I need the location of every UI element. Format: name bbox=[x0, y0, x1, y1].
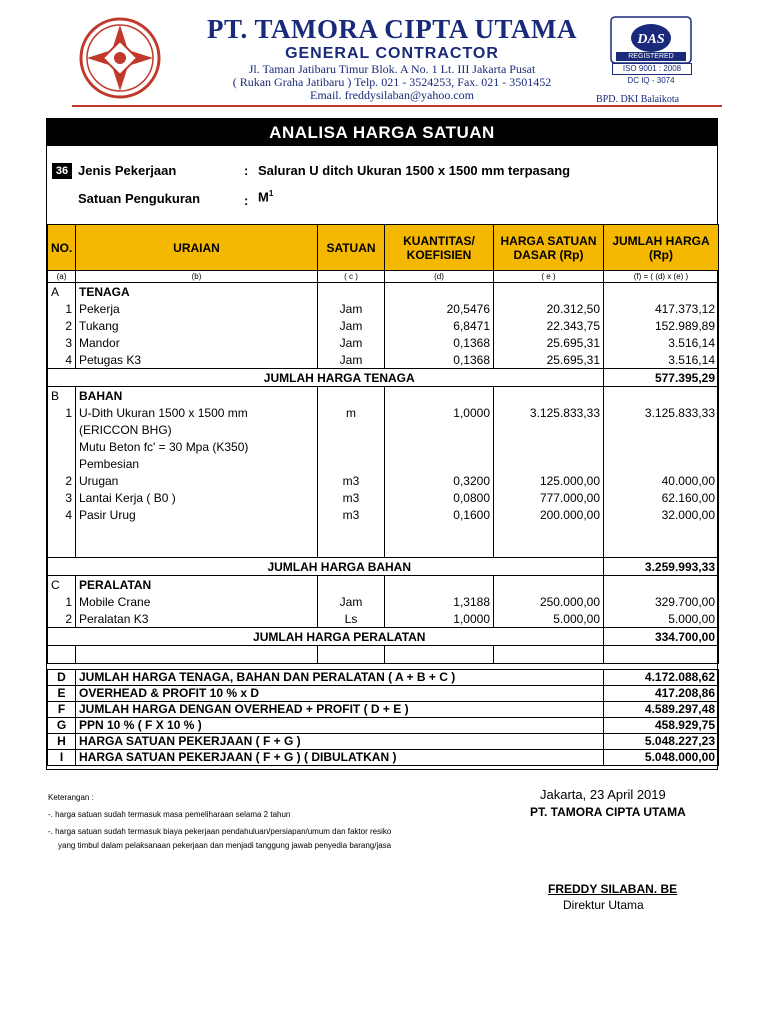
subheader-b: (b) bbox=[76, 271, 318, 283]
summary-label: HARGA SATUAN PEKERJAAN ( F + G ) bbox=[76, 734, 604, 750]
spacer-row bbox=[48, 540, 719, 558]
summary-row-e bbox=[48, 686, 719, 702]
row-harga: 3.125.833,33 bbox=[494, 404, 604, 421]
summary-label: JUMLAH HARGA DENGAN OVERHEAD + PROFIT ( D + E ) bbox=[76, 702, 604, 718]
summary-label: PPN 10 % ( F X 10 % ) bbox=[76, 718, 604, 734]
total-peralatan-row bbox=[48, 628, 719, 646]
row-kuantitas: 0,1368 bbox=[385, 351, 494, 369]
header-uraian: URAIAN bbox=[76, 225, 318, 271]
total-value: 3.259.993,33 bbox=[604, 558, 719, 576]
summary-code: F bbox=[48, 702, 76, 718]
row-kuantitas: 1,0000 bbox=[385, 404, 494, 421]
row-jumlah: 152.989,89 bbox=[604, 317, 719, 334]
section-title: TENAGA bbox=[76, 283, 318, 301]
row-harga: 125.000,00 bbox=[494, 472, 604, 489]
row-uraian: U-Dith Ukuran 1500 x 1500 mm bbox=[76, 404, 318, 421]
section-code: A bbox=[48, 283, 76, 301]
total-value: 577.395,29 bbox=[604, 369, 719, 387]
row-harga: 5.000,00 bbox=[494, 610, 604, 628]
row-satuan: Ls bbox=[318, 610, 385, 628]
summary-value: 4.589.297,48 bbox=[604, 702, 719, 718]
table-header bbox=[48, 225, 719, 271]
document-title: ANALISA HARGA SATUAN bbox=[47, 119, 717, 146]
summary-code: G bbox=[48, 718, 76, 734]
row-uraian: Lantai Kerja ( B0 ) bbox=[76, 489, 318, 506]
row-uraian-cont: Pembesian bbox=[76, 455, 318, 472]
notes-line-2: -. harga satuan sudah termasuk biaya pekerjaan pendahuluan/persiapan/umum dan faktor resiko bbox=[48, 827, 392, 836]
subheader-e: ( e ) bbox=[494, 271, 604, 283]
row-satuan: m3 bbox=[318, 472, 385, 489]
row-satuan: Jam bbox=[318, 317, 385, 334]
row-jumlah: 329.700,00 bbox=[604, 593, 719, 610]
spacer-row bbox=[48, 646, 719, 664]
iso-das-text: DAS bbox=[637, 32, 665, 47]
satuan-superscript: 1 bbox=[268, 189, 274, 198]
section-tenaga bbox=[48, 283, 719, 301]
header-no: NO. bbox=[48, 225, 76, 271]
total-tenaga-row bbox=[48, 369, 719, 387]
signature-place-date: Jakarta, 23 April 2019 bbox=[540, 787, 666, 802]
row-no: 1 bbox=[48, 593, 76, 610]
row-satuan: Jam bbox=[318, 334, 385, 351]
total-label: JUMLAH HARGA BAHAN bbox=[76, 558, 604, 576]
company-subtitle: GENERAL CONTRACTOR bbox=[285, 45, 499, 62]
notes-title: Keterangan : bbox=[48, 793, 94, 802]
subheader-d: (d) bbox=[385, 271, 494, 283]
email-line: Email. freddysilaban@yahoo.com bbox=[309, 88, 474, 102]
summary-row-f bbox=[48, 702, 719, 718]
row-uraian: Pasir Urug bbox=[76, 506, 318, 523]
row-no: 2 bbox=[48, 610, 76, 628]
row-jumlah: 417.373,12 bbox=[604, 300, 719, 317]
row-satuan: m3 bbox=[318, 506, 385, 523]
row-satuan: Jam bbox=[318, 593, 385, 610]
row-harga: 25.695,31 bbox=[494, 351, 604, 369]
summary-row-h bbox=[48, 734, 719, 750]
summary-row-g bbox=[48, 718, 719, 734]
address-line-2: ( Rukan Graha Jatibaru ) Telp. 021 - 3524253, Fax. 021 - 3501452 bbox=[232, 75, 552, 89]
row-no: 4 bbox=[48, 506, 76, 523]
satuan-colon: : bbox=[244, 193, 249, 208]
total-bahan-row bbox=[48, 558, 719, 576]
summary-label: JUMLAH HARGA TENAGA, BAHAN DAN PERALATAN ( A + B + C ) bbox=[76, 670, 604, 686]
signature-company: PT. TAMORA CIPTA UTAMA bbox=[530, 805, 686, 819]
company-address bbox=[182, 63, 602, 102]
summary-value: 417.208,86 bbox=[604, 686, 719, 702]
row-no: 1 bbox=[48, 300, 76, 317]
row-kuantitas: 6,8471 bbox=[385, 317, 494, 334]
summary-row-d bbox=[48, 670, 719, 686]
row-uraian-cont: (ERICCON BHG) bbox=[76, 421, 318, 438]
row-uraian: Pekerja bbox=[76, 300, 318, 317]
row-harga: 200.000,00 bbox=[494, 506, 604, 523]
spacer-row bbox=[48, 523, 719, 540]
company-logo-icon bbox=[78, 16, 162, 100]
table-row bbox=[48, 455, 719, 472]
table-row bbox=[48, 421, 719, 438]
row-uraian: Mandor bbox=[76, 334, 318, 351]
notes-line-1: -. harga satuan sudah termasuk masa pemeliharaan selama 2 tahun bbox=[48, 810, 291, 819]
signature-name: FREDDY SILABAN. BE bbox=[548, 882, 678, 896]
row-kuantitas: 1,3188 bbox=[385, 593, 494, 610]
row-harga: 22.343,75 bbox=[494, 317, 604, 334]
section-peralatan bbox=[48, 576, 719, 594]
total-value: 334.700,00 bbox=[604, 628, 719, 646]
company-name: PT. TAMORA CIPTA UTAMA bbox=[206, 14, 577, 44]
row-no: 3 bbox=[48, 489, 76, 506]
table-row bbox=[48, 317, 719, 334]
summary-row-i bbox=[48, 750, 719, 766]
jenis-value: Saluran U ditch Ukuran 1500 x 1500 mm terpasang bbox=[258, 163, 571, 178]
satuan-label: Satuan Pengukuran bbox=[78, 191, 201, 206]
row-uraian: Tukang bbox=[76, 317, 318, 334]
row-kuantitas: 1,0000 bbox=[385, 610, 494, 628]
row-jumlah: 3.516,14 bbox=[604, 351, 719, 369]
row-uraian: Urugan bbox=[76, 472, 318, 489]
row-kuantitas: 0,0800 bbox=[385, 489, 494, 506]
table-row bbox=[48, 610, 719, 628]
row-jumlah: 3.125.833,33 bbox=[604, 404, 719, 421]
table-row bbox=[48, 506, 719, 523]
summary-label: OVERHEAD & PROFIT 10 % x D bbox=[76, 686, 604, 702]
address-line-1: Jl. Taman Jatibaru Timur Blok. A No. 1 Lt. III Jakarta Pusat bbox=[248, 62, 536, 76]
subheader-c: ( c ) bbox=[318, 271, 385, 283]
satuan-value bbox=[258, 189, 273, 204]
row-jumlah: 62.160,00 bbox=[604, 489, 719, 506]
letterhead-rule bbox=[72, 105, 722, 107]
subheader-f: (f) = ( (d) x (e) ) bbox=[604, 271, 719, 283]
row-satuan: m3 bbox=[318, 489, 385, 506]
jenis-colon: : bbox=[244, 163, 249, 178]
jenis-label: Jenis Pekerjaan bbox=[78, 163, 177, 178]
total-label: JUMLAH HARGA PERALATAN bbox=[76, 628, 604, 646]
row-uraian: Petugas K3 bbox=[76, 351, 318, 369]
item-number: 36 bbox=[52, 163, 72, 179]
header-harga: HARGA SATUAN DASAR (Rp) bbox=[494, 225, 604, 271]
summary-value: 5.048.227,23 bbox=[604, 734, 719, 750]
row-jumlah: 32.000,00 bbox=[604, 506, 719, 523]
row-kuantitas: 20,5476 bbox=[385, 300, 494, 317]
row-kuantitas: 0,1368 bbox=[385, 334, 494, 351]
iso-registered: REGISTERED bbox=[616, 52, 686, 61]
row-jumlah: 3.516,14 bbox=[604, 334, 719, 351]
header-satuan: SATUAN bbox=[318, 225, 385, 271]
row-harga: 250.000,00 bbox=[494, 593, 604, 610]
bpd-text: BPD. DKI Balaikota bbox=[596, 94, 680, 105]
row-kuantitas: 0,3200 bbox=[385, 472, 494, 489]
table-row bbox=[48, 404, 719, 421]
row-satuan: Jam bbox=[318, 300, 385, 317]
table-row bbox=[48, 472, 719, 489]
section-code: C bbox=[48, 576, 76, 594]
row-no: 3 bbox=[48, 334, 76, 351]
table-row bbox=[48, 300, 719, 317]
row-satuan: m bbox=[318, 404, 385, 421]
summary-code: H bbox=[48, 734, 76, 750]
table-row bbox=[48, 351, 719, 369]
table-row bbox=[48, 489, 719, 506]
iso-badge bbox=[610, 16, 692, 92]
row-jumlah: 5.000,00 bbox=[604, 610, 719, 628]
row-uraian-cont: Mutu Beton fc' = 30 Mpa (K350) bbox=[76, 438, 318, 455]
row-harga: 777.000,00 bbox=[494, 489, 604, 506]
summary-code: I bbox=[48, 750, 76, 766]
row-no: 2 bbox=[48, 472, 76, 489]
table-row bbox=[48, 334, 719, 351]
row-uraian: Peralatan K3 bbox=[76, 610, 318, 628]
section-code: B bbox=[48, 387, 76, 405]
row-uraian: Mobile Crane bbox=[76, 593, 318, 610]
row-kuantitas: 0,1600 bbox=[385, 506, 494, 523]
row-harga: 20.312,50 bbox=[494, 300, 604, 317]
row-no: 4 bbox=[48, 351, 76, 369]
subheader-a: (a) bbox=[48, 271, 76, 283]
summary-code: E bbox=[48, 686, 76, 702]
signature-position: Direktur Utama bbox=[563, 898, 644, 912]
summary-value: 458.929,75 bbox=[604, 718, 719, 734]
table-subheader bbox=[48, 271, 719, 283]
section-bahan bbox=[48, 387, 719, 405]
row-satuan: Jam bbox=[318, 351, 385, 369]
row-harga: 25.695,31 bbox=[494, 334, 604, 351]
row-no: 1 bbox=[48, 404, 76, 421]
summary-value: 4.172.088,62 bbox=[604, 670, 719, 686]
section-title: BAHAN bbox=[76, 387, 318, 405]
notes-line-3: yang timbul dalam pelaksanaan pekerjaan dan menjadi tanggung jawab penyedia barang/jasa bbox=[58, 841, 392, 850]
total-label: JUMLAH HARGA TENAGA bbox=[76, 369, 604, 387]
satuan-unit: M bbox=[258, 189, 269, 205]
table-row bbox=[48, 438, 719, 455]
summary-code: D bbox=[48, 670, 76, 686]
header-jumlah: JUMLAH HARGA (Rp) bbox=[604, 225, 719, 271]
row-jumlah: 40.000,00 bbox=[604, 472, 719, 489]
summary-value: 5.048.000,00 bbox=[604, 750, 719, 766]
row-no: 2 bbox=[48, 317, 76, 334]
iso-dc: DC IQ - 3074 bbox=[627, 76, 675, 85]
section-title: PERALATAN bbox=[76, 576, 318, 594]
header-kuantitas: KUANTITAS/ KOEFISIEN bbox=[385, 225, 494, 271]
summary-label: HARGA SATUAN PEKERJAAN ( F + G ) ( DIBULATKAN ) bbox=[76, 750, 604, 766]
iso-standard: ISO 9001 : 2008 bbox=[612, 63, 692, 75]
analysis-table bbox=[47, 224, 719, 766]
table-row bbox=[48, 593, 719, 610]
